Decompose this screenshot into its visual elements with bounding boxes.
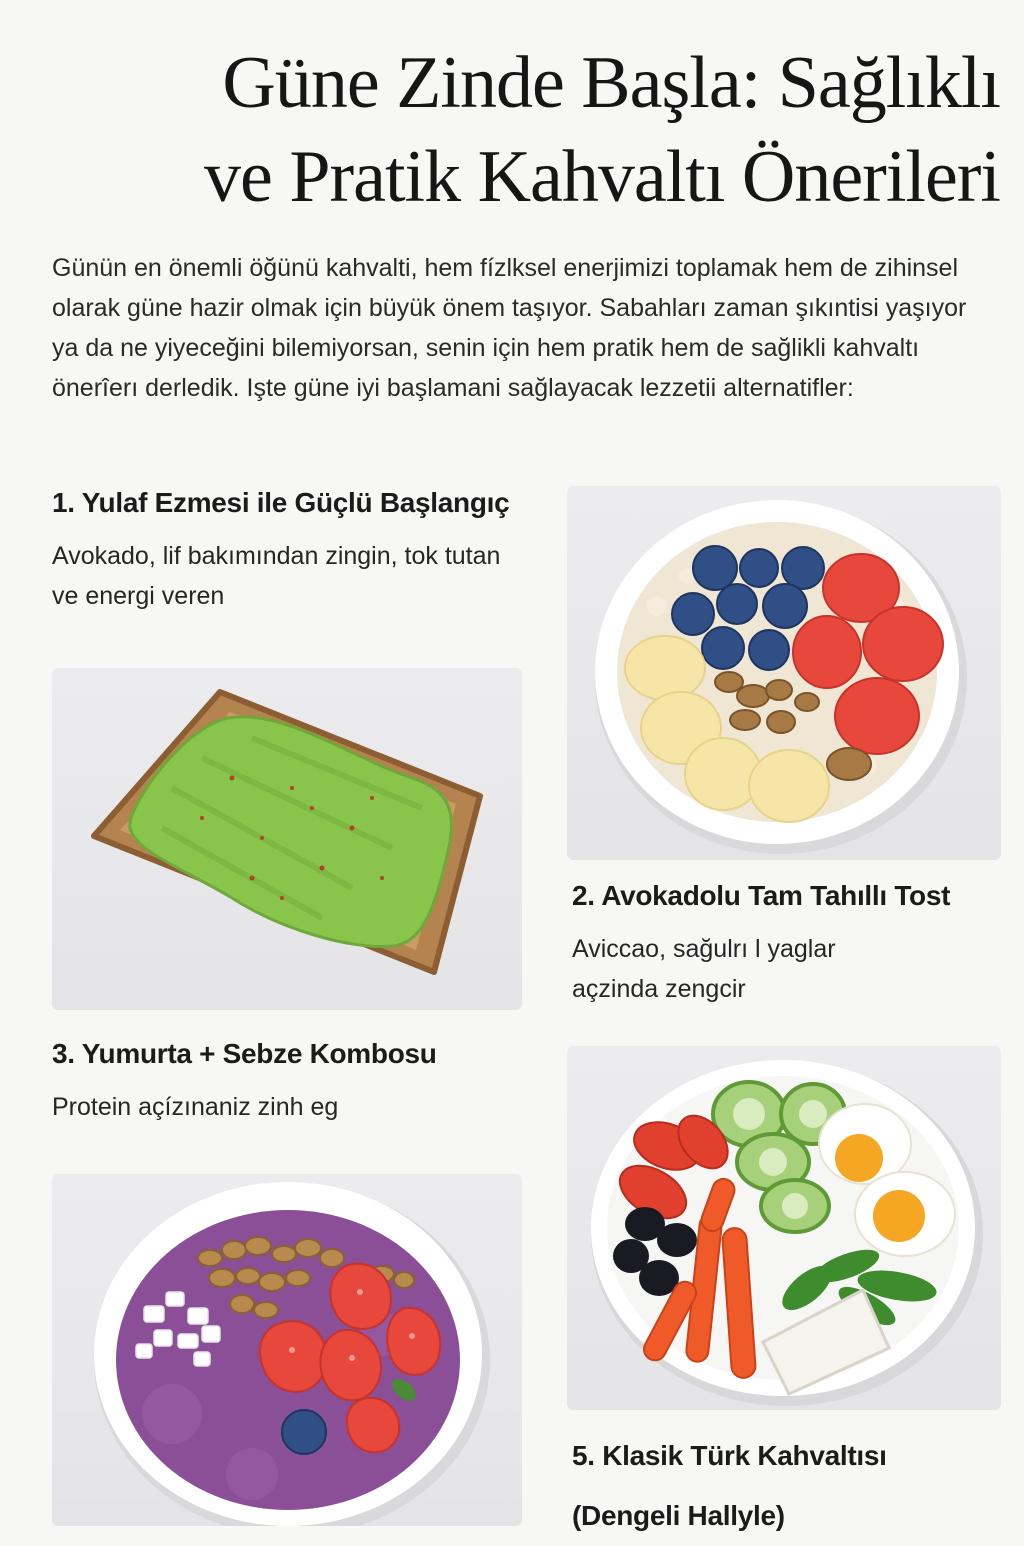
- section-1-description: [52, 536, 500, 616]
- title-line-1: Güne Zinde Başla: Sağlıklı: [222, 42, 1000, 124]
- section-5-heading-line-1: 5. Klasik Türk Kahvaltısı: [572, 1440, 887, 1471]
- turkish-breakfast-image: [567, 1046, 1001, 1410]
- section-2-desc-line-2: açzinda zengcir: [572, 975, 746, 1003]
- section-2-description: [572, 929, 836, 1009]
- turkish-breakfast-illustration: [567, 1046, 1001, 1410]
- section-5-heading-line-2: (Dengeli Hallyle): [572, 1500, 785, 1531]
- page-title: [40, 36, 1000, 224]
- smoothie-bowl-image: [52, 1174, 522, 1526]
- section-2-heading: 2. Avokadolu Tam Tahıllı Tost: [572, 880, 951, 911]
- smoothie-bowl-illustration: [52, 1174, 522, 1526]
- avocado-toast-image: [52, 668, 522, 1010]
- oatmeal-bowl-illustration: [567, 486, 1001, 860]
- section-3-desc-line-1: Protein açízınaniz zinh eg: [52, 1093, 339, 1121]
- oatmeal-bowl-image: [567, 486, 1001, 860]
- section-1-desc-line-1: Avokado, lif bakımından zingin, tok tutan: [52, 542, 501, 570]
- section-3-heading: 3. Yumurta + Sebze Kombosu: [52, 1038, 437, 1069]
- section-5-heading: [572, 1426, 887, 1546]
- section-2-desc-line-1: Aviccao, sağulrı l yaglar: [572, 935, 836, 963]
- section-3-description: [52, 1087, 338, 1127]
- avocado-toast-illustration: [52, 668, 522, 1010]
- title-line-2: ve Pratik Kahvaltı Önerileri: [203, 136, 1000, 218]
- section-1-heading: 1. Yulaf Ezmesi ile Güçlü Başlangıç: [52, 487, 510, 518]
- section-1-desc-line-2: ve energi veren: [52, 582, 225, 610]
- intro-paragraph: Günün en önemli öğünü kahvalti, hem fízlksel enerjimizi toplamak hem de zihinsel olarak güne hazir olmak için büyük önem taşıyor. Sabahları zaman şıkıntisi yaşıyor ya da ne yiyeceğini bilemiyorsan, senin için hem pratik hem de sağlikli kahvaltı önerîerı derledik. Işte güne iyi başlamani sağlayacak lezzetii alternatifler:: [52, 254, 967, 402]
